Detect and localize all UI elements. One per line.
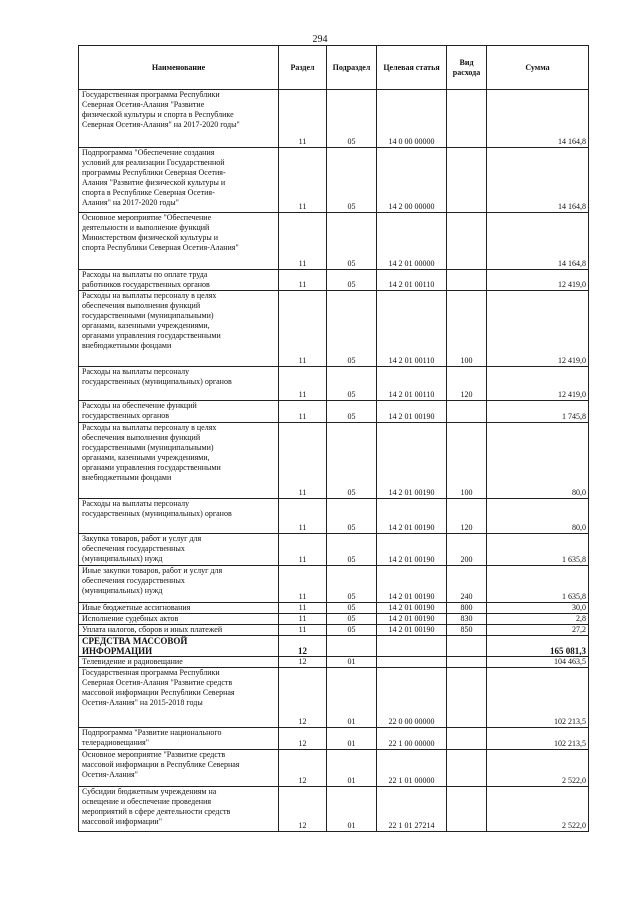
cell-target: 14 2 01 00110 [377, 367, 447, 401]
cell-target [377, 657, 447, 668]
cell-name: Расходы на обеспечение функций государственных органов [79, 401, 279, 423]
header-expense-type: Вид расхода [447, 46, 487, 90]
cell-amount: 1 635,8 [487, 534, 589, 566]
cell-section: 11 [279, 367, 327, 401]
cell-section: 11 [279, 148, 327, 213]
table-row [79, 291, 589, 367]
cell-expense-type: 850 [447, 625, 487, 636]
table-row [79, 787, 589, 832]
cell-target: 14 2 01 00000 [377, 213, 447, 270]
cell-target: 14 2 01 00190 [377, 625, 447, 636]
budget-table [78, 45, 589, 832]
cell-subsection: 01 [327, 728, 377, 750]
cell-section: 11 [279, 423, 327, 499]
cell-expense-type: 830 [447, 614, 487, 625]
cell-name: Подпрограмма "Развитие национального телерадиовещания" [79, 728, 279, 750]
cell-subsection: 05 [327, 401, 377, 423]
cell-subsection: 01 [327, 657, 377, 668]
cell-expense-type: 240 [447, 566, 487, 603]
cell-name: Государственная программа Республики Северная Осетия-Алания "Развитие средств массовой информации Республики Северная Осетия-Алания" на 2015-2018 годы [79, 668, 279, 728]
cell-section: 11 [279, 213, 327, 270]
cell-expense-type [447, 636, 487, 657]
cell-amount: 80,0 [487, 423, 589, 499]
cell-name: Расходы на выплаты персоналу государственных (муниципальных) органов [79, 367, 279, 401]
cell-target: 22 0 00 00000 [377, 668, 447, 728]
cell-subsection [327, 636, 377, 657]
cell-section: 11 [279, 566, 327, 603]
cell-target: 14 2 01 00190 [377, 423, 447, 499]
cell-expense-type [447, 750, 487, 787]
cell-target: 22 1 01 27214 [377, 787, 447, 832]
cell-amount: 2 522,0 [487, 787, 589, 832]
page-number: 294 [312, 34, 328, 45]
cell-section: 11 [279, 90, 327, 148]
cell-name: Расходы на выплаты персоналу государственных (муниципальных) органов [79, 499, 279, 534]
cell-expense-type [447, 668, 487, 728]
cell-expense-type: 120 [447, 499, 487, 534]
cell-amount: 27,2 [487, 625, 589, 636]
cell-section: 11 [279, 270, 327, 291]
cell-target: 14 2 01 00190 [377, 603, 447, 614]
cell-name: Иные бюджетные ассигнования [79, 603, 279, 614]
cell-name: Субсидии бюджетным учреждениям на освещение и обеспечение проведения мероприятий в сфере деятельности средств массовой информации" [79, 787, 279, 832]
cell-expense-type [447, 657, 487, 668]
table-header-row [79, 46, 589, 90]
cell-amount: 14 164,8 [487, 213, 589, 270]
cell-section: 11 [279, 291, 327, 367]
table-row [79, 213, 589, 270]
cell-amount: 12 419,0 [487, 367, 589, 401]
cell-target: 14 2 01 00110 [377, 291, 447, 367]
table-row [79, 270, 589, 291]
table-row [79, 728, 589, 750]
cell-section: 12 [279, 787, 327, 832]
cell-expense-type [447, 270, 487, 291]
cell-subsection: 05 [327, 90, 377, 148]
cell-expense-type [447, 787, 487, 832]
cell-amount: 14 164,8 [487, 148, 589, 213]
table-row [79, 603, 589, 614]
cell-amount: 2 522,0 [487, 750, 589, 787]
cell-subsection: 01 [327, 668, 377, 728]
table-row [79, 668, 589, 728]
cell-target: 14 2 01 00110 [377, 270, 447, 291]
cell-section: 11 [279, 603, 327, 614]
cell-expense-type [447, 90, 487, 148]
cell-section: 11 [279, 499, 327, 534]
cell-section: 11 [279, 401, 327, 423]
table-row [79, 614, 589, 625]
cell-section: 12 [279, 657, 327, 668]
cell-amount: 102 213,5 [487, 728, 589, 750]
cell-section: 11 [279, 614, 327, 625]
cell-expense-type: 200 [447, 534, 487, 566]
header-subsection: Подраздел [327, 46, 377, 90]
table-row [79, 499, 589, 534]
cell-target: 14 2 01 00190 [377, 401, 447, 423]
cell-subsection: 05 [327, 213, 377, 270]
cell-name: Основное мероприятие "Обеспечение деятельности и выполнение функций Министерством физической культуры и спорта Республики Северная Осетия-Алания" [79, 213, 279, 270]
cell-expense-type: 100 [447, 291, 487, 367]
header-section: Раздел [279, 46, 327, 90]
table-row [79, 148, 589, 213]
cell-name: Иные закупки товаров, работ и услуг для обеспечения государственных (муниципальных) нужд [79, 566, 279, 603]
cell-name: Подпрограмма "Обеспечение создания условий для реализации Государственной программы Республики Северная Осетия- Алания "Развитие физической культуры и спорта в Республике Северная Осетия- Алания" на 2017-2020 годы" [79, 148, 279, 213]
cell-amount: 12 419,0 [487, 270, 589, 291]
cell-amount: 80,0 [487, 499, 589, 534]
cell-amount: 104 463,5 [487, 657, 589, 668]
cell-section: 11 [279, 625, 327, 636]
header-amount: Сумма [487, 46, 589, 90]
cell-name: Телевидение и радиовещание [79, 657, 279, 668]
cell-subsection: 05 [327, 614, 377, 625]
cell-section: 12 [279, 668, 327, 728]
table-row [79, 566, 589, 603]
cell-target: 14 2 01 00190 [377, 499, 447, 534]
table-row [79, 657, 589, 668]
cell-subsection: 05 [327, 291, 377, 367]
table-row [79, 423, 589, 499]
cell-expense-type [447, 148, 487, 213]
cell-amount: 1 635,8 [487, 566, 589, 603]
cell-section: 12 [279, 636, 327, 657]
cell-section: 11 [279, 534, 327, 566]
cell-amount: 165 081,3 [487, 636, 589, 657]
cell-name: Исполнение судебных актов [79, 614, 279, 625]
cell-subsection: 05 [327, 566, 377, 603]
cell-subsection: 01 [327, 787, 377, 832]
table-body [79, 90, 589, 832]
cell-expense-type [447, 213, 487, 270]
cell-expense-type [447, 728, 487, 750]
cell-target: 14 2 01 00190 [377, 614, 447, 625]
cell-target: 14 0 00 00000 [377, 90, 447, 148]
cell-amount: 12 419,0 [487, 291, 589, 367]
cell-subsection: 05 [327, 270, 377, 291]
cell-target [377, 636, 447, 657]
cell-target: 14 2 00 00000 [377, 148, 447, 213]
cell-name: Расходы на выплаты персоналу в целях обеспечения выполнения функций государственными (муниципальными) органами, казенными учреждениями, органами управления государственными внебюджетными фондами [79, 291, 279, 367]
cell-name: Расходы на выплаты персоналу в целях обеспечения выполнения функций государственными (муниципальными) органами, казенными учреждениями, органами управления государственными внебюджетными фондами [79, 423, 279, 499]
cell-amount: 14 164,8 [487, 90, 589, 148]
cell-section: 12 [279, 750, 327, 787]
table-row [79, 750, 589, 787]
cell-name: СРЕДСТВА МАССОВОЙ ИНФОРМАЦИИ [79, 636, 279, 657]
table-row [79, 625, 589, 636]
cell-target: 14 2 01 00190 [377, 534, 447, 566]
cell-target: 14 2 01 00190 [377, 566, 447, 603]
cell-subsection: 01 [327, 750, 377, 787]
cell-amount: 1 745,8 [487, 401, 589, 423]
cell-section: 12 [279, 728, 327, 750]
cell-target: 22 1 00 00000 [377, 728, 447, 750]
cell-amount: 2,8 [487, 614, 589, 625]
cell-expense-type [447, 401, 487, 423]
header-name: Наименование [79, 46, 279, 90]
cell-amount: 30,0 [487, 603, 589, 614]
cell-name: Уплата налогов, сборов и иных платежей [79, 625, 279, 636]
table-row [79, 401, 589, 423]
cell-subsection: 05 [327, 423, 377, 499]
table-row [79, 534, 589, 566]
cell-amount: 102 213,5 [487, 668, 589, 728]
cell-subsection: 05 [327, 499, 377, 534]
cell-name: Основное мероприятие "Развитие средств массовой информации в Республике Северная Осетия-Алания" [79, 750, 279, 787]
header-target: Целевая статья [377, 46, 447, 90]
cell-subsection: 05 [327, 367, 377, 401]
cell-subsection: 05 [327, 148, 377, 213]
table-row [79, 90, 589, 148]
cell-subsection: 05 [327, 534, 377, 566]
cell-expense-type: 100 [447, 423, 487, 499]
cell-name: Расходы на выплаты по оплате труда работников государственных органов [79, 270, 279, 291]
cell-expense-type: 120 [447, 367, 487, 401]
cell-subsection: 05 [327, 625, 377, 636]
cell-name: Закупка товаров, работ и услуг для обеспечения государственных (муниципальных) нужд [79, 534, 279, 566]
cell-name: Государственная программа Республики Северная Осетия-Алания "Развитие физической культуры и спорта в Республике Северная Осетия-Алания" на 2017-2020 годы" [79, 90, 279, 148]
cell-target: 22 1 01 00000 [377, 750, 447, 787]
cell-subsection: 05 [327, 603, 377, 614]
table-row [79, 367, 589, 401]
cell-expense-type: 800 [447, 603, 487, 614]
table-row [79, 636, 589, 657]
